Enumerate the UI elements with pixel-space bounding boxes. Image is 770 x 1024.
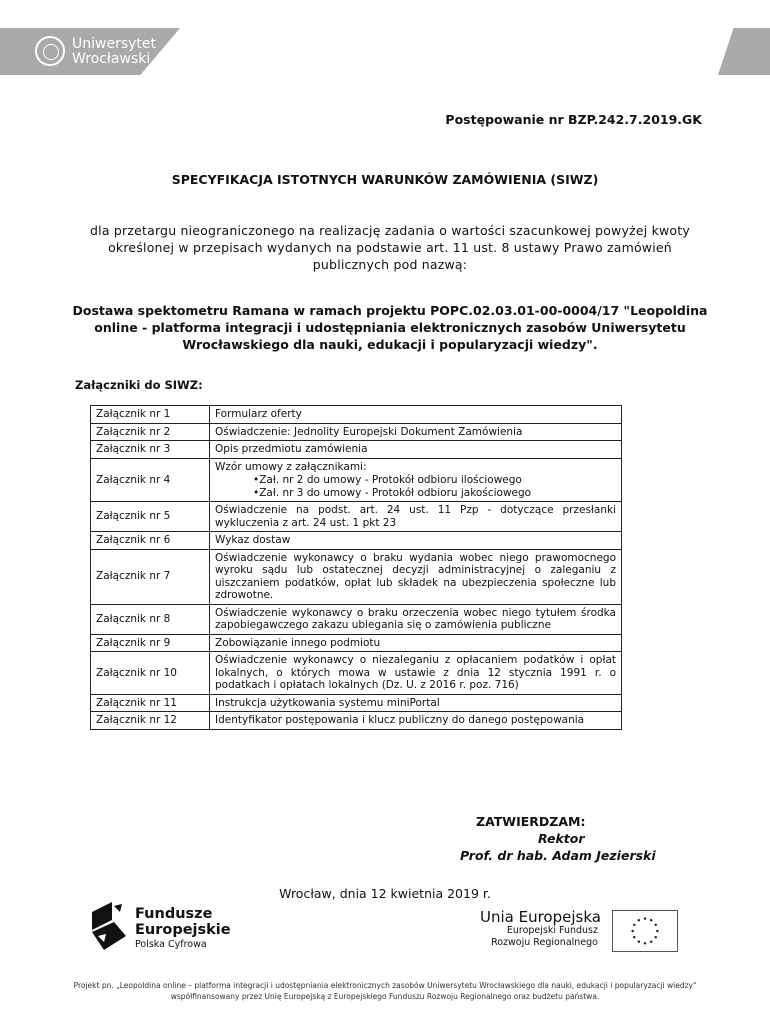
eu-star-icon [650, 940, 652, 942]
attachment-number: Załącznik nr 10 [91, 652, 210, 695]
attachment-description [210, 549, 622, 604]
fe-line-1: Fundusze [135, 906, 213, 922]
attachment-description [210, 441, 622, 459]
attachment-number: Załącznik nr 3 [91, 441, 210, 459]
approver-name: Prof. dr hab. Adam Jezierski [460, 848, 656, 863]
attachment-description-text: Zobowiązanie innego podmiotu [215, 636, 381, 649]
eu-star-icon [633, 924, 635, 926]
attachment-number: Załącznik nr 1 [91, 406, 210, 424]
attachment-description [210, 634, 622, 652]
attachment-description [210, 694, 622, 712]
attachment-description-text: Oświadczenie na podst. art. 24 ust. 11 Pzp - dotyczące przesłanki wykluczenia z art. 24 ust. 1 pkt 23 [215, 504, 616, 529]
eu-star-icon [654, 936, 656, 938]
table-row [91, 634, 622, 652]
attachment-description-text: Oświadczenie wykonawcy o niezaleganiu z opłacaniem podatków i opłat lokalnych, o których mowa w ustawie z dnia 12 stycznia 1991 r. o podatkach i opłatach lokalnych (Dz. U. z 2016 r. poz. 716) [215, 654, 616, 691]
eu-star-icon [631, 930, 633, 932]
attachment-description [210, 406, 622, 424]
attachment-number: Załącznik nr 5 [91, 502, 210, 532]
approver-role: Rektor [538, 831, 585, 846]
table-row [91, 694, 622, 712]
logo-line-2: Wrocławski [72, 51, 151, 67]
university-seal-icon [35, 36, 65, 66]
eu-flag-icon [612, 910, 678, 952]
attachment-number: Załącznik nr 9 [91, 634, 210, 652]
footer-line-1: Projekt pn. „Leopoldina online – platforma integracji i udostępniania elektronicznych zasobów Uniwersytetu Wrocławskiego dla nauki, edukacji i popularyzacji wiedzy" [73, 981, 697, 990]
table-row [91, 423, 622, 441]
eu-star-icon [633, 936, 635, 938]
table-row [91, 532, 622, 550]
fe-line-3: Polska Cyfrowa [135, 939, 207, 950]
eu-logo-title: Unia Europejska [480, 908, 601, 926]
footer-note [0, 980, 770, 1002]
table-row [91, 652, 622, 695]
eu-line-1: Europejski Fundusz [506, 925, 598, 936]
eu-star-icon [644, 942, 646, 944]
attachment-description [210, 604, 622, 634]
table-row [91, 441, 622, 459]
table-row [91, 712, 622, 730]
footer-line-2: współfinansowany przez Unię Europejską z Europejskiego Funduszu Rozwoju Regionalnego oraz budżetu państwa. [170, 992, 600, 1001]
attachment-number: Załącznik nr 8 [91, 604, 210, 634]
list-item [253, 474, 616, 487]
eu-star-icon [650, 919, 652, 921]
eu-star-icon [638, 919, 640, 921]
attachment-description-text: Wykaz dostaw [215, 534, 291, 546]
attachment-number: Załącznik nr 11 [91, 694, 210, 712]
eu-star-icon [656, 930, 658, 932]
university-logo-text [72, 37, 156, 67]
document-title: SPECYFIKACJA ISTOTNYCH WARUNKÓW ZAMÓWIENIA (SIWZ) [171, 172, 599, 187]
table-row [91, 406, 622, 424]
fundusze-europejskie-logo-icon [92, 902, 126, 950]
attachment-description [210, 532, 622, 550]
attachment-number: Załącznik nr 7 [91, 549, 210, 604]
procedure-reference: Postępowanie nr BZP.242.7.2019.GK [445, 112, 702, 127]
attachment-number: Załącznik nr 6 [91, 532, 210, 550]
table-row [91, 502, 622, 532]
list-item [253, 487, 616, 500]
header-banner-right [718, 28, 770, 75]
attachment-description [210, 423, 622, 441]
fe-logo-text [135, 906, 231, 938]
attachment-description [210, 502, 622, 532]
attachment-description-text: Oświadczenie wykonawcy o braku wydania wobec niego prawomocnego wyroku sądu lub ostatecznej decyzji administracyjnej o zaleganiu z uiszczaniem podatków, opłat lub składek na ubezpieczenia społeczne lub zdrowotne. [215, 551, 616, 601]
attachment-number: Załącznik nr 4 [91, 458, 210, 502]
place-date: Wrocław, dnia 12 kwietnia 2019 r. [279, 886, 491, 901]
table-row [91, 549, 622, 604]
list-item-text: Zał. nr 3 do umowy - Protokół odbioru jakościowego [259, 486, 532, 499]
attachments-heading: Załączniki do SIWZ: [75, 378, 203, 392]
eu-line-2: Rozwoju Regionalnego [491, 937, 598, 948]
eu-logo-subtitle [478, 925, 598, 949]
fe-line-2: Europejskie [135, 922, 231, 938]
table-row [91, 458, 622, 502]
attachment-description-text: Oświadczenie wykonawcy o braku orzeczenia wobec niego tytułem środka zapobiegawczego zakazu ubiegania się o zamówienia publiczne [215, 606, 616, 631]
attachment-description-text: Instrukcja użytkowania systemu miniPortal [215, 696, 440, 709]
tender-subject: Dostawa spektometru Ramana w ramach projektu POPC.02.03.01-00-0004/17 "Leopoldina online - platforma integracji i udostępniania elektronicznych zasobów Uniwersytetu Wrocławskiego dla nauki, edukacji i popularyzacji wiedzy". [72, 303, 708, 352]
logo-line-1: Uniwersytet [72, 36, 156, 52]
attachment-description-text: Oświadczenie: Jednolity Europejski Dokument Zamówienia [215, 425, 523, 438]
attachment-description [210, 712, 622, 730]
attachment-description-text: Formularz oferty [215, 408, 302, 420]
intro-paragraph: dla przetargu nieograniczonego na realizację zadania o wartości szacunkowej powyżej kwoty określonej w przepisach wydanych na podstawie art. 11 ust. 8 ustawy Prawo zamówień publicznych pod nazwą: [90, 223, 690, 272]
sub-attachment-list [215, 474, 616, 499]
attachment-description-text: Opis przedmiotu zamówienia [215, 443, 368, 455]
eu-star-icon [644, 917, 646, 919]
attachment-number: Załącznik nr 12 [91, 712, 210, 730]
eu-star-icon [654, 924, 656, 926]
attachment-number: Załącznik nr 2 [91, 423, 210, 441]
approval-label: ZATWIERDZAM: [476, 814, 586, 829]
table-row [91, 604, 622, 634]
attachment-description-text: Identyfikator postępowania i klucz publiczny do danego postępowania [215, 714, 585, 726]
attachment-description-text: Wzór umowy z załącznikami: [215, 460, 367, 473]
attachments-table [90, 405, 622, 730]
list-item-text: Zał. nr 2 do umowy - Protokół odbioru ilościowego [259, 474, 522, 486]
attachment-description [210, 652, 622, 695]
eu-star-icon [638, 940, 640, 942]
attachment-description [210, 458, 622, 502]
